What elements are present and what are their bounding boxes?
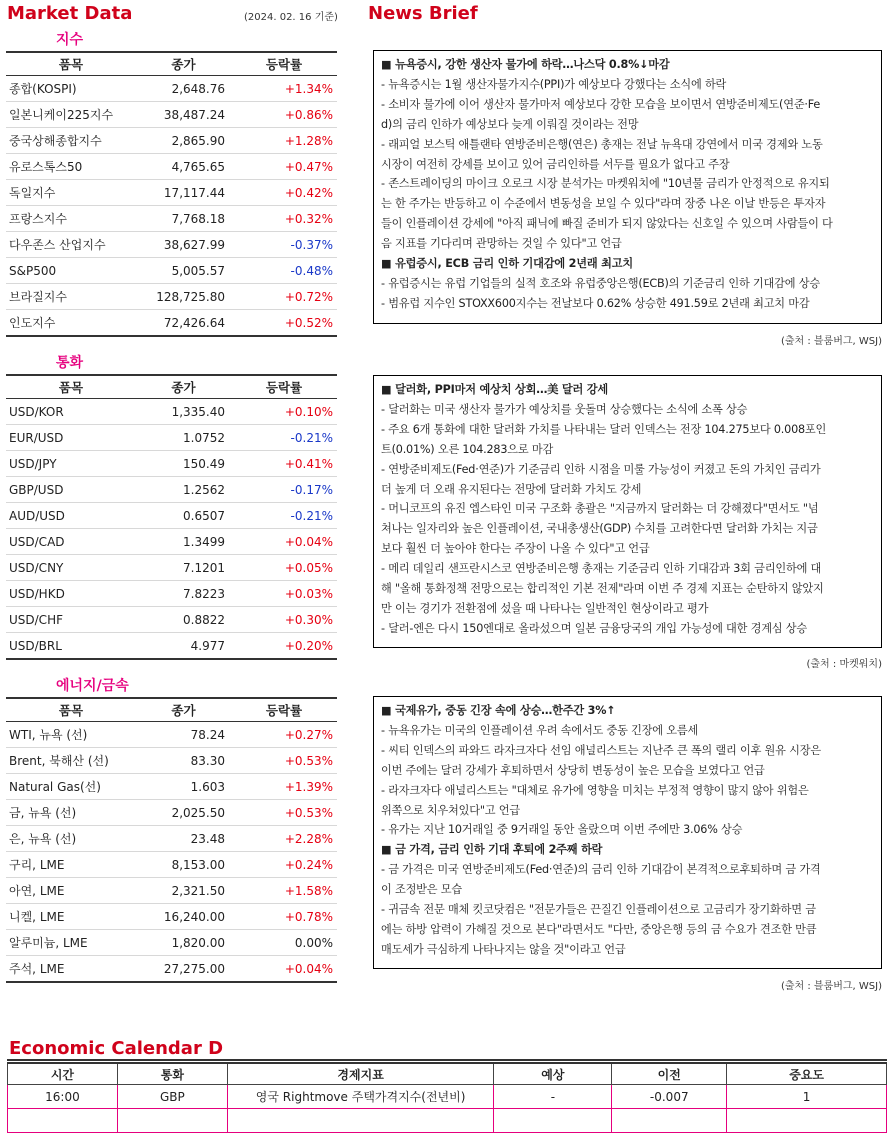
row-name: 종합(KOSPI) [6, 76, 136, 102]
row-change: +1.34% [231, 76, 337, 102]
news-line: - 달러-엔은 다시 150엔대로 올라섰으며 일본 금융당국의 개입 가능성에 대한 경계심 상승 [381, 621, 807, 635]
col-header-close: 종가 [136, 698, 231, 722]
news-line: - 범유럽 지수인 STOXX600지수는 전날보다 0.62% 상승한 491.59로 2년래 최고치 마감 [381, 296, 810, 310]
table-row [6, 477, 337, 503]
row-change: +0.10% [231, 399, 337, 425]
news-line: - 뉴욕유가는 미국의 인플레이션 우려 속에서도 중동 긴장에 오름세 [381, 723, 699, 737]
news-source-commodities: (출처 : 블룸버그, WSJ) [780, 981, 882, 992]
table-row [6, 102, 337, 128]
news-line: 시장이 여전히 강세를 보이고 있어 금리인하를 서두를 필요가 없다고 주장 [381, 157, 730, 171]
news-line: - 연방준비제도(Fed·연준)가 기준금리 인하 시점을 미룰 가능성이 커졌고 돈의 가치인 금리가 [381, 462, 821, 476]
table-row [6, 206, 337, 232]
row-close: 8,153.00 [136, 852, 231, 878]
row-name: WTI, 뉴욕 (선) [6, 722, 136, 748]
news-line: 매도세가 극심하게 나타나지는 않을 것"이라고 언급 [381, 942, 626, 956]
row-change: -0.21% [231, 425, 337, 451]
row-name: 중국상해종합지수 [6, 128, 136, 154]
cal-indicator: 영국 Rightmove 주택가격지수(전년비) [227, 1085, 494, 1109]
cal-col-expected: 예상 [494, 1063, 612, 1085]
row-name: 은, 뉴욕 (선) [6, 826, 136, 852]
news-box-stocks [373, 50, 882, 324]
news-line: - 씨티 인덱스의 파와드 라자크자다 선임 애널리스트는 지난주 큰 폭의 랠리 이후 원유 시장은 [381, 743, 821, 757]
row-close: 2,025.50 [136, 800, 231, 826]
row-change: +0.04% [231, 956, 337, 983]
row-close: 72,426.64 [136, 310, 231, 337]
row-change: -0.21% [231, 503, 337, 529]
indices-label: 지수 [56, 32, 84, 48]
currency-table [6, 374, 337, 660]
table-row [6, 904, 337, 930]
row-close: 83.30 [136, 748, 231, 774]
table-row [6, 774, 337, 800]
row-change: +0.86% [231, 102, 337, 128]
table-row [6, 633, 337, 660]
row-change: +0.41% [231, 451, 337, 477]
cal-time: 16:00 [8, 1085, 118, 1109]
news-line: - 주요 6개 통화에 대한 달러화 가치를 나타내는 달러 인덱스는 전장 104.275보다 0.008포인 [381, 422, 827, 436]
row-name: GBP/USD [6, 477, 136, 503]
col-header-change: 등락률 [231, 52, 337, 76]
table-row [6, 154, 337, 180]
news-headline: ■ 뉴욕증시, 강한 생산자 물가에 하락…나스닥 0.8%↓마감 [381, 58, 670, 71]
indices-body [6, 76, 337, 337]
row-name: USD/CNY [6, 555, 136, 581]
news-brief-title: News Brief [368, 3, 478, 24]
row-close: 1,335.40 [136, 399, 231, 425]
energy-label: 에너지/금속 [56, 678, 129, 694]
news-line: 는 한 주가는 반등하고 이 수준에서 변동성을 보일 수 있다"라며 장중 나온 이날 반등은 투자자 [381, 197, 826, 211]
row-name: USD/BRL [6, 633, 136, 660]
row-name: 일본니케이225지수 [6, 102, 136, 128]
table-row [6, 607, 337, 633]
news-line: - 래피얼 보스틱 애틀랜타 연방준비은행(연은) 총재는 전날 뉴욕대 강연에서 미국 경제와 노동 [381, 137, 823, 151]
news-line: - 금 가격은 미국 연방준비제도(Fed·연준)의 금리 인하 기대감이 본격적으로후퇴하며 금 가격 [381, 863, 821, 877]
row-name: S&P500 [6, 258, 136, 284]
row-close: 1.603 [136, 774, 231, 800]
row-close: 5,005.57 [136, 258, 231, 284]
row-close: 16,240.00 [136, 904, 231, 930]
energy-body [6, 722, 337, 983]
cal-col-previous: 이전 [612, 1063, 727, 1085]
news-line: - 머니코프의 유진 엡스타인 미국 구조화 총괄은 "지금까지 달러화는 더 강해졌다"면서도 "넘 [381, 502, 819, 516]
table-row [6, 180, 337, 206]
row-change: -0.17% [231, 477, 337, 503]
row-name: USD/CHF [6, 607, 136, 633]
row-close: 2,865.90 [136, 128, 231, 154]
economic-calendar-title: Economic Calendar D [9, 1038, 224, 1059]
table-row [6, 581, 337, 607]
cal-currency: GBP [117, 1085, 227, 1109]
row-change: +0.05% [231, 555, 337, 581]
row-name: 아연, LME [6, 878, 136, 904]
news-line: 이번 주에는 달러 강세가 후퇴하면서 상당히 변동성이 높은 모습을 보였다고 언급 [381, 763, 765, 777]
row-close: 1.3499 [136, 529, 231, 555]
row-name: USD/CAD [6, 529, 136, 555]
row-close: 7,768.18 [136, 206, 231, 232]
col-header-item: 품목 [6, 698, 136, 722]
news-box-commodities [373, 696, 882, 969]
indices-table [6, 51, 337, 337]
news-line: - 유럽증시는 유럽 기업들의 실적 호조와 유럽중앙은행(ECB)의 기준금리 인하 기대감에 상승 [381, 276, 820, 290]
news-line: 트(0.01%) 오른 104.283으로 마감 [381, 442, 554, 456]
table-row [6, 128, 337, 154]
table-row [6, 930, 337, 956]
news-source-currency: (출처 : 마켓워치) [806, 659, 882, 670]
news-line: - 유가는 지난 10거래일 중 9거래일 동안 올랐으며 이번 주에만 3.06% 상승 [381, 823, 743, 837]
col-header-change: 등락률 [231, 698, 337, 722]
row-change: +0.53% [231, 800, 337, 826]
row-close: 150.49 [136, 451, 231, 477]
news-line: d)의 금리 인하가 예상보다 늦게 이뤄질 것이라는 전망 [381, 117, 639, 131]
news-headline: ■ 금 가격, 금리 인하 기대 후퇴에 2주째 하락 [381, 843, 603, 857]
row-name: USD/KOR [6, 399, 136, 425]
row-name: 알루미늄, LME [6, 930, 136, 956]
row-name: 인도지수 [6, 310, 136, 337]
row-close: 23.48 [136, 826, 231, 852]
row-close: 78.24 [136, 722, 231, 748]
row-close: 2,648.76 [136, 76, 231, 102]
table-row [6, 800, 337, 826]
row-close: 7.1201 [136, 555, 231, 581]
news-line: - 달러화는 미국 생산자 물가가 예상치를 웃돌며 상승했다는 소식에 소폭 상승 [381, 402, 748, 416]
row-change: +0.47% [231, 154, 337, 180]
row-close: 4,765.65 [136, 154, 231, 180]
row-change: 0.00% [231, 930, 337, 956]
row-change: +1.58% [231, 878, 337, 904]
row-close: 38,627.99 [136, 232, 231, 258]
row-close: 7.8223 [136, 581, 231, 607]
row-close: 0.6507 [136, 503, 231, 529]
row-close: 38,487.24 [136, 102, 231, 128]
col-header-close: 종가 [136, 375, 231, 399]
news-line: 만 이는 경기가 전환점에 섰을 때 나타나는 일반적인 현상이라고 평가 [381, 601, 709, 615]
news-headline: ■ 국제유가, 중동 긴장 속에 상승…한주간 3%↑ [381, 704, 616, 717]
news-line: 해 "올해 통화정책 전망으로는 합리적인 기본 전제"라며 이번 주 경제 지표는 순탄하지 않았지 [381, 582, 824, 596]
row-close: 17,117.44 [136, 180, 231, 206]
news-line: 위쪽으로 치우쳐있다"고 언급 [381, 803, 520, 817]
table-row [6, 852, 337, 878]
row-name: 주석, LME [6, 956, 136, 983]
table-row [6, 232, 337, 258]
calendar-row-empty [8, 1109, 887, 1133]
row-name: USD/HKD [6, 581, 136, 607]
news-line: 쳐나는 일자리와 높은 인플레이션, 국내총생산(GDP) 수치를 고려한다면 달러화 가치는 지금 [381, 522, 818, 536]
row-change: +0.42% [231, 180, 337, 206]
row-change: +0.27% [231, 722, 337, 748]
news-line: 보다 훨씬 더 높아야 한다는 주장이 나올 수 있다"고 언급 [381, 542, 650, 556]
row-change: +0.20% [231, 633, 337, 660]
news-line: - 존스트레이딩의 마이크 오로크 시장 분석가는 마켓워치에 "10년물 금리가 안정적으로 유지되 [381, 177, 830, 191]
row-change: +0.30% [231, 607, 337, 633]
energy-table [6, 697, 337, 983]
row-change: -0.48% [231, 258, 337, 284]
row-name: 구리, LME [6, 852, 136, 878]
news-line: 들이 인플레이션 강세에 "아직 패닉에 빠질 준비가 되지 않았다는 신호일 수 있으며 사람들이 다 [381, 217, 833, 231]
news-line: 이 조정받은 모습 [381, 883, 462, 897]
table-row [6, 451, 337, 477]
table-row [6, 555, 337, 581]
calendar-row [8, 1085, 887, 1109]
row-close: 1.0752 [136, 425, 231, 451]
currency-body [6, 399, 337, 660]
row-name: 니켈, LME [6, 904, 136, 930]
table-row [6, 76, 337, 102]
row-name: 다우존스 산업지수 [6, 232, 136, 258]
row-name: USD/JPY [6, 451, 136, 477]
cal-expected: - [494, 1085, 612, 1109]
row-change: +0.52% [231, 310, 337, 337]
row-name: Natural Gas(선) [6, 774, 136, 800]
table-row [6, 284, 337, 310]
row-close: 1,820.00 [136, 930, 231, 956]
row-change: +1.28% [231, 128, 337, 154]
news-source-stocks: (출처 : 블룸버그, WSJ) [780, 336, 882, 347]
currency-label: 통화 [56, 355, 84, 371]
news-line: - 소비자 물가에 이어 생산자 물가마저 예상보다 강한 모습을 보이면서 연방준비제도(연준·Fe [381, 97, 821, 111]
table-row [6, 529, 337, 555]
news-headline: ■ 유럽증시, ECB 금리 인하 기대감에 2년래 최고치 [381, 257, 633, 271]
row-close: 27,275.00 [136, 956, 231, 983]
table-row [6, 503, 337, 529]
row-close: 4.977 [136, 633, 231, 660]
cal-previous: -0.007 [612, 1085, 727, 1109]
row-change: +0.78% [231, 904, 337, 930]
col-header-item: 품목 [6, 375, 136, 399]
row-change: +0.32% [231, 206, 337, 232]
row-close: 128,725.80 [136, 284, 231, 310]
table-row [6, 399, 337, 425]
table-row [6, 826, 337, 852]
row-name: Brent, 북해산 (선) [6, 748, 136, 774]
calendar-rule [7, 1059, 887, 1061]
cal-col-indicator: 경제지표 [227, 1063, 494, 1085]
table-row [6, 310, 337, 337]
table-row [6, 425, 337, 451]
news-line: - 라자크자다 애널리스트는 "대체로 유가에 영향을 미치는 부정적 영향이 많지 않아 위험은 [381, 783, 809, 797]
table-row [6, 748, 337, 774]
col-header-close: 종가 [136, 52, 231, 76]
cal-importance: 1 [727, 1085, 887, 1109]
row-name: 유로스톡스50 [6, 154, 136, 180]
table-row [6, 878, 337, 904]
news-line: - 메리 데일리 샌프란시스코 연방준비은행 총재는 기준금리 인하 기대감과 3회 금리인하에 대 [381, 562, 822, 576]
row-change: +1.39% [231, 774, 337, 800]
row-name: 금, 뉴욕 (선) [6, 800, 136, 826]
row-name: 프랑스지수 [6, 206, 136, 232]
row-close: 0.8822 [136, 607, 231, 633]
news-line: 음 지표를 기다리며 관망하는 것일 수 있다"고 언급 [381, 237, 622, 251]
news-box-currency [373, 375, 882, 648]
row-change: +0.72% [231, 284, 337, 310]
row-name: 독일지수 [6, 180, 136, 206]
row-change: +0.03% [231, 581, 337, 607]
table-row [6, 258, 337, 284]
row-change: +0.53% [231, 748, 337, 774]
row-close: 1.2562 [136, 477, 231, 503]
table-row [6, 722, 337, 748]
news-headline: ■ 달러화, PPI마저 예상치 상회…美 달러 강세 [381, 383, 609, 396]
row-name: 브라질지수 [6, 284, 136, 310]
row-change: +0.24% [231, 852, 337, 878]
row-change: +2.28% [231, 826, 337, 852]
news-line: 더 높게 더 오래 유지된다는 전망에 달러화 가치도 강세 [381, 482, 642, 496]
row-name: AUD/USD [6, 503, 136, 529]
row-change: +0.04% [231, 529, 337, 555]
market-data-title: Market Data [7, 3, 133, 24]
news-line: 에는 하방 압력이 가해질 것으로 본다"라면서도 "다만, 중앙은행 등의 금 수요가 견조한 만큼 [381, 922, 817, 936]
row-change: -0.37% [231, 232, 337, 258]
row-close: 2,321.50 [136, 878, 231, 904]
col-header-item: 품목 [6, 52, 136, 76]
news-line: - 뉴욕증시는 1월 생산자물가지수(PPI)가 예상보다 강했다는 소식에 하락 [381, 77, 727, 91]
table-row [6, 956, 337, 983]
cal-col-importance: 중요도 [727, 1063, 887, 1085]
date-note: (2024. 02. 16 기준) [244, 12, 338, 23]
row-name: EUR/USD [6, 425, 136, 451]
cal-col-currency: 통화 [117, 1063, 227, 1085]
col-header-change: 등락률 [231, 375, 337, 399]
news-line: - 귀금속 전문 매체 킷코닷컴은 "전문가들은 끈질긴 인플레이션으로 고금리가 장기화하면 금 [381, 903, 816, 917]
calendar-table [7, 1062, 887, 1133]
cal-col-time: 시간 [8, 1063, 118, 1085]
